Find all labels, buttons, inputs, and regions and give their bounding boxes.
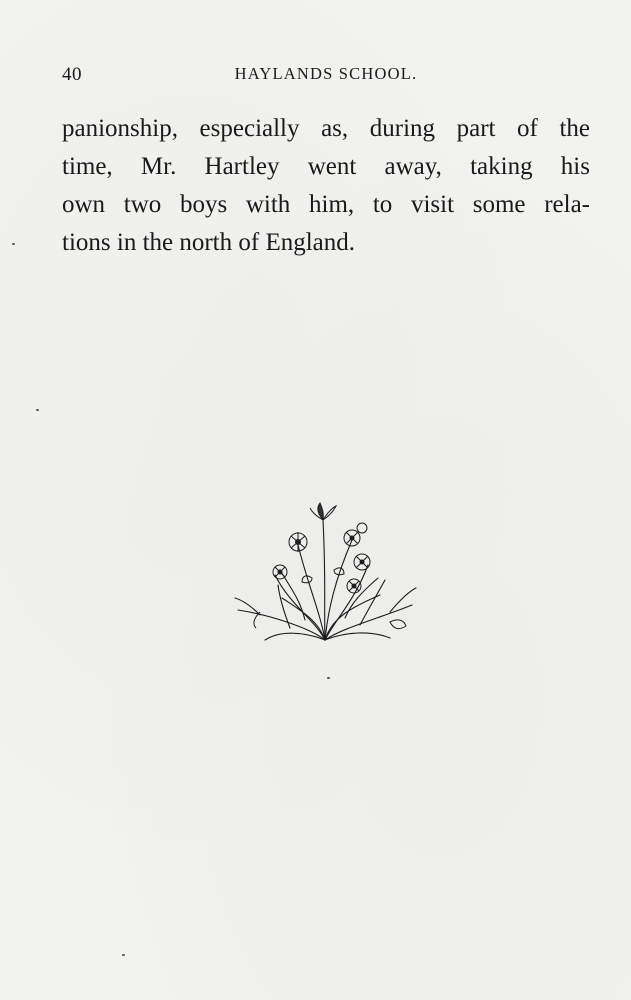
text-line: time, Mr. Hartley went away, taking his [62, 153, 590, 180]
text-line: own two boys with him, to visit some rela- [62, 191, 590, 218]
paper-speck [327, 677, 330, 679]
paper-speck [36, 409, 39, 411]
running-head: HAYLANDS SCHOOL. [234, 64, 418, 83]
page-header [62, 64, 590, 90]
body-paragraph [62, 110, 590, 262]
text-line: tions in the north of England. [62, 229, 356, 256]
page-number: 40 [62, 64, 82, 85]
paper-speck [122, 954, 125, 956]
flower-bouquet-icon [230, 500, 420, 650]
paper-speck [12, 243, 15, 245]
text-line: panionship, especially as, during part of the [62, 115, 590, 142]
